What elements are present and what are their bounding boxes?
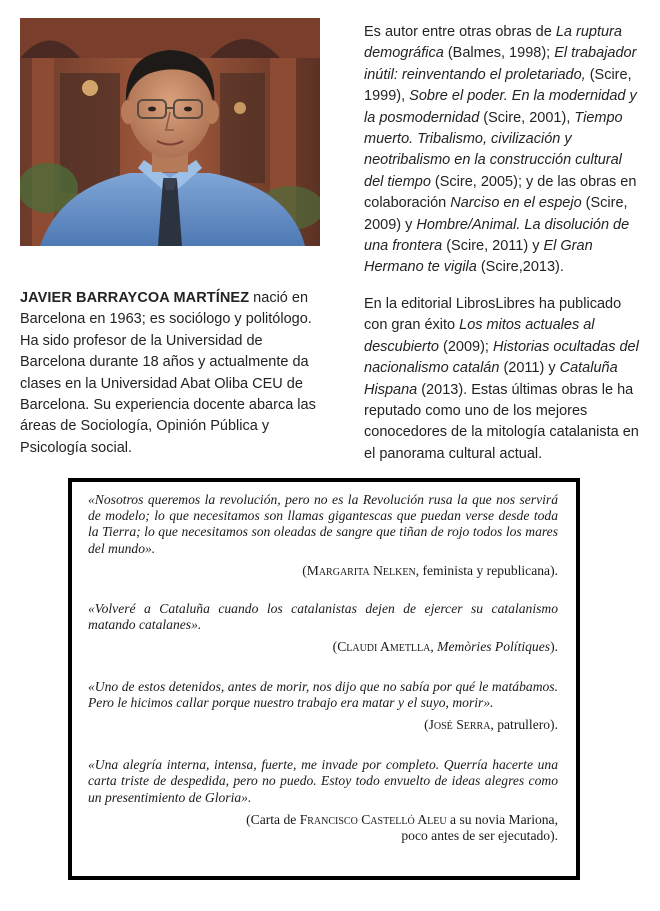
work-publisher: (Scire, 1999), (364, 66, 632, 105)
quote-attribution (88, 639, 558, 655)
quote-author: Francisco Castelló Aleu (299, 811, 447, 827)
quote-author: José Serra (428, 717, 491, 733)
attribution-close: ). (550, 639, 558, 655)
work-title: Tiempo muerto. Tribalismo, civilización y neotribalismo en la construcción cultural del tiempo (364, 109, 623, 190)
attribution-open: ( (332, 639, 338, 655)
work-publisher: (Scire, 2005); y de las obras en colaboración (364, 173, 637, 212)
work-title: Hombre/Animal. La disolución de una frontera (364, 216, 630, 255)
attribution-open: (Carta de (246, 811, 300, 827)
quote-source-work: Memòries Polítiques (437, 639, 551, 655)
author-works-paragraph (364, 22, 644, 279)
attribution-context-line2: poco antes de ser ejecutado). (401, 828, 558, 844)
book-title: Cataluña Hispana (364, 360, 618, 398)
author-bio-text: nació en Barcelona en 1963; es sociólogo y politólogo. Ha sido profesor de la Universidad de Barcelona durante 18 años y actualmente da clases en la Universidad Abat Oliba CEU de Barcelona. Su experiencia docente abarca las áreas de Sociología, Opinión Pública y Psicología social. (20, 290, 316, 456)
author-bio (20, 288, 330, 459)
quote-author: Margarita Nelken (306, 562, 416, 578)
attribution-context: a su novia Mariona, (446, 811, 558, 827)
quote-block (88, 601, 558, 656)
book-year: (2011) y (499, 360, 560, 377)
book-title: Los mitos actuales al descubierto (364, 317, 595, 355)
publisher-paragraph (364, 294, 644, 465)
attribution-open: ( (424, 717, 429, 733)
work-title: La ruptura demográfica (364, 24, 622, 62)
quote-attribution (88, 717, 558, 733)
quote-text: «Volveré a Cataluña cuando los catalanistas dejen de ejercer su catalanismo matando catalanes». (88, 601, 558, 633)
works-intro: Es autor entre otras obras de (364, 24, 556, 40)
work-publisher: (Scire, 2011) y (442, 238, 544, 255)
quote-block (88, 492, 558, 579)
author-name: JAVIER BARRAYCOA MARTÍNEZ (20, 290, 250, 306)
work-title: El trabajador inútil: reinventando el proletariado, (364, 45, 637, 83)
publisher-intro: En la editorial LibrosLibres ha publicado con gran éxito (364, 296, 622, 334)
quotes-box (68, 478, 580, 880)
quote-block (88, 679, 558, 734)
quote-attribution (88, 812, 558, 844)
work-title: El Gran Hermano te vigila (364, 238, 593, 276)
work-title: Sobre el poder. En la modernidad y la posmodernidad (364, 88, 637, 126)
attribution-separator: , (430, 639, 438, 655)
work-publisher: (Scire, 2001), (479, 109, 575, 126)
quote-author: Claudi Ametlla (337, 639, 431, 655)
publisher-closing: (2013). Estas últimas obras le ha reputado como uno de los mejores conocedores de la mitología catalanista en el panorama cultural actual. (364, 381, 639, 462)
book-title: Historias ocultadas del nacionalismo catalán (364, 338, 639, 377)
work-publisher: (Scire,2013). (476, 259, 564, 276)
attribution-open: ( (302, 562, 307, 578)
book-year: (2009); (438, 338, 493, 355)
attribution-role: , patrullero). (490, 717, 558, 733)
attribution-role: , feminista y republicana). (415, 562, 558, 578)
quote-block (88, 757, 558, 844)
work-publisher: (Balmes, 1998); (443, 45, 555, 62)
quote-text: «Nosotros queremos la revolución, pero no es la Revolución rusa la que nos servirá de modelo; lo que necesitamos son llamas gigantescas que puedan verse desde toda la Tierra; lo que necesitamos son oleadas de sangre que tiñan de rojo todos los mares del mundo». (88, 492, 558, 556)
quote-attribution (88, 563, 558, 579)
quote-text: «Una alegría interna, intensa, fuerte, me invade por completo. Querría hacerte una carta triste de despedida, pero no puedo. Estoy todo envuelto de ideas alegres como un presentimiento de Gloria». (88, 757, 558, 805)
author-photo (20, 18, 320, 246)
work-publisher: (Scire, 2009) y (364, 195, 628, 233)
quote-text: «Uno de estos detenidos, antes de morir, nos dijo que no sabía por qué le matábamos. Pero le hicimos callar porque nuestro trabajo era matar y el suyo, morir». (88, 678, 558, 710)
work-title: Narciso en el espejo (450, 195, 582, 212)
